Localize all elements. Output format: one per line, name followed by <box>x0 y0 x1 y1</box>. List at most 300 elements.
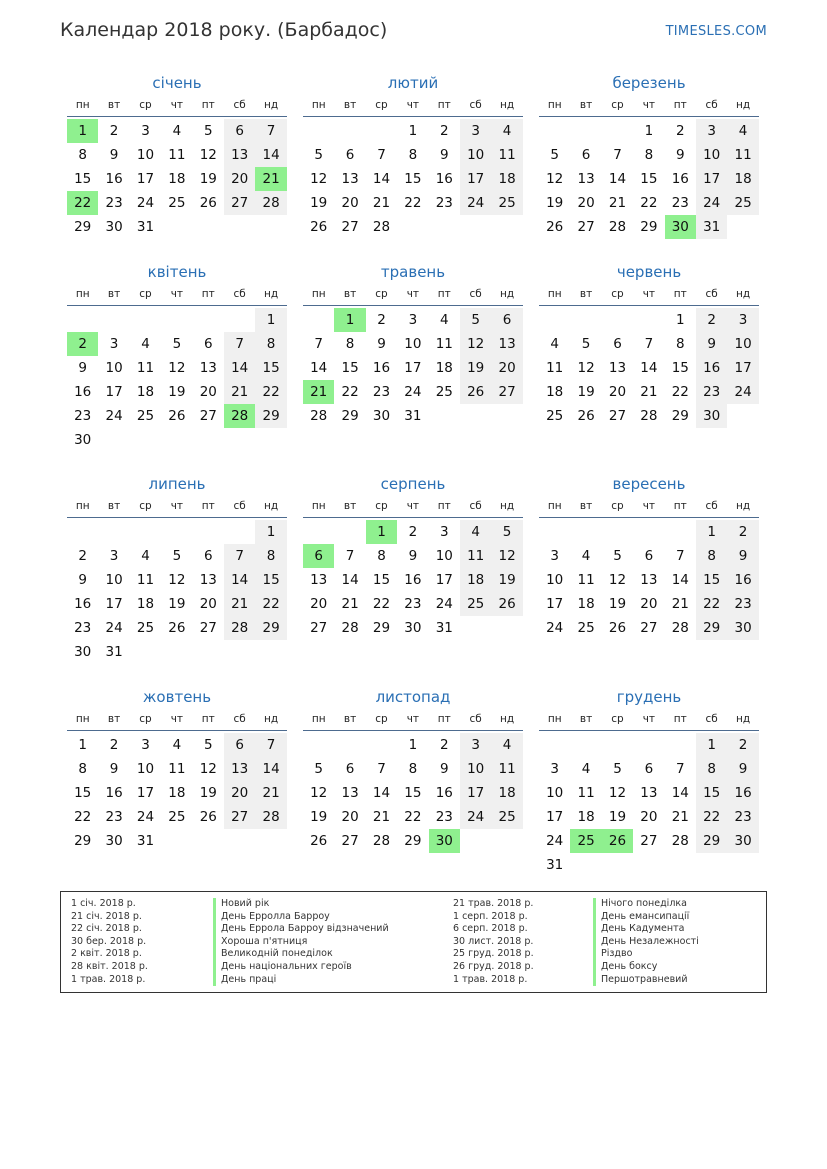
day-cell: 4 <box>727 119 758 143</box>
day-cell: 12 <box>491 544 522 568</box>
day-cell: 13 <box>224 757 255 781</box>
month-name: грудень <box>616 688 682 706</box>
day-cell: 10 <box>136 761 155 777</box>
weekday-label: ср <box>611 713 624 725</box>
day-cell: 14 <box>372 785 391 801</box>
day-cell: 29 <box>696 616 727 640</box>
day-cell: 3 <box>696 119 727 143</box>
day-cell: 23 <box>105 809 123 825</box>
weekday-label: нд <box>263 288 279 300</box>
month-name: лютий <box>387 74 439 92</box>
day-cell: 7 <box>255 119 286 143</box>
day-cell: 21 <box>671 596 689 612</box>
legend-holiday-name: День Еррола Барроу відзначений <box>213 923 389 936</box>
day-cell: 9 <box>727 757 758 781</box>
day-cell: 10 <box>546 572 564 588</box>
day-cell: 1 <box>78 737 87 753</box>
day-cell: 20 <box>224 167 255 191</box>
day-cell: 19 <box>310 809 328 825</box>
day-cell: 25 <box>727 191 758 215</box>
day-cell: 17 <box>460 781 491 805</box>
day-cell: 28 <box>640 408 658 424</box>
holiday-day-cell: 1 <box>67 119 98 143</box>
day-cell: 1 <box>255 520 286 544</box>
day-cell: 2 <box>408 524 418 540</box>
day-cell: 24 <box>460 805 491 829</box>
day-cell: 14 <box>255 757 286 781</box>
weekday-label: сб <box>469 713 482 725</box>
weekday-label: пт <box>437 288 451 300</box>
weekday-label: нд <box>735 713 751 725</box>
day-cell: 15 <box>341 360 359 376</box>
day-cell: 22 <box>372 596 391 612</box>
day-cell: 18 <box>577 809 595 825</box>
day-cell: 24 <box>546 620 564 636</box>
day-cell: 4 <box>581 548 591 564</box>
day-cell: 25 <box>136 620 155 636</box>
weekday-label: пн <box>75 99 90 111</box>
weekday-label: пн <box>547 713 562 725</box>
day-cell: 10 <box>435 548 453 564</box>
day-cell: 28 <box>372 219 391 235</box>
holiday-day-cell: 30 <box>665 215 696 239</box>
day-cell: 1 <box>255 308 286 332</box>
day-cell: 13 <box>640 785 658 801</box>
day-cell: 27 <box>199 620 217 636</box>
weekday-label: сб <box>233 500 246 512</box>
day-cell: 14 <box>372 171 391 187</box>
day-cell: 16 <box>435 785 453 801</box>
day-cell: 9 <box>109 147 119 163</box>
weekday-label: пт <box>673 713 687 725</box>
weekday-label: чт <box>170 288 184 300</box>
weekday-header <box>67 283 287 306</box>
weekday-label: ср <box>139 288 152 300</box>
day-cell: 23 <box>435 809 453 825</box>
day-cell: 18 <box>435 360 453 376</box>
weekday-label: ср <box>611 288 624 300</box>
day-cell: 28 <box>671 620 689 636</box>
day-cell: 8 <box>255 332 286 356</box>
day-cell: 25 <box>491 191 522 215</box>
day-cell: 29 <box>74 833 92 849</box>
day-cell: 6 <box>644 548 654 564</box>
day-cell: 20 <box>224 781 255 805</box>
holiday-day-cell: 26 <box>602 829 633 853</box>
day-cell: 16 <box>74 596 92 612</box>
day-cell: 5 <box>203 123 213 139</box>
day-cell: 16 <box>105 785 123 801</box>
day-grid <box>539 733 759 883</box>
day-cell: 27 <box>341 219 359 235</box>
day-cell: 27 <box>640 620 658 636</box>
day-cell: 6 <box>491 308 522 332</box>
legend-date: 21 січ. 2018 р. <box>71 910 142 922</box>
day-cell: 8 <box>78 147 87 163</box>
day-cell: 24 <box>136 195 155 211</box>
day-cell: 15 <box>640 171 658 187</box>
weekday-label: пт <box>201 500 215 512</box>
day-cell: 11 <box>136 572 155 588</box>
day-cell: 2 <box>78 548 87 564</box>
day-cell: 14 <box>608 171 627 187</box>
day-cell: 4 <box>550 336 559 352</box>
day-cell: 15 <box>404 171 422 187</box>
weekday-label: сб <box>705 713 718 725</box>
day-cell: 3 <box>439 524 449 540</box>
day-cell: 16 <box>404 572 422 588</box>
day-cell: 30 <box>727 616 758 640</box>
day-cell: 1 <box>408 123 418 139</box>
day-cell: 25 <box>577 620 595 636</box>
day-cell: 17 <box>404 360 422 376</box>
day-cell: 4 <box>491 119 522 143</box>
day-cell: 31 <box>435 620 453 636</box>
day-cell: 27 <box>224 191 255 215</box>
day-cell: 14 <box>640 360 658 376</box>
day-cell: 25 <box>460 592 491 616</box>
day-cell: 11 <box>491 757 522 781</box>
month-листопад <box>303 614 523 883</box>
day-cell: 7 <box>255 733 286 757</box>
weekday-label: пн <box>311 288 326 300</box>
day-cell: 19 <box>199 171 217 187</box>
weekday-label: пт <box>437 713 451 725</box>
day-cell: 29 <box>341 408 359 424</box>
day-cell: 31 <box>136 219 155 235</box>
day-cell: 17 <box>460 167 491 191</box>
day-cell: 15 <box>372 572 391 588</box>
weekday-label: пн <box>547 99 562 111</box>
day-cell: 21 <box>372 809 391 825</box>
day-cell: 22 <box>255 592 286 616</box>
legend-holiday-name: День праці <box>213 974 389 987</box>
day-cell: 12 <box>168 572 186 588</box>
day-cell: 26 <box>310 833 328 849</box>
day-cell: 16 <box>372 360 391 376</box>
day-cell: 5 <box>172 548 182 564</box>
legend-holiday-name: День Кадумента <box>593 923 699 936</box>
day-cell: 13 <box>640 572 658 588</box>
day-cell: 14 <box>224 356 255 380</box>
legend-date: 22 січ. 2018 р. <box>71 923 142 935</box>
day-cell: 31 <box>696 215 727 239</box>
day-cell: 7 <box>613 147 622 163</box>
day-cell: 4 <box>172 737 182 753</box>
legend-date: 2 квіт. 2018 р. <box>71 948 142 960</box>
day-cell: 19 <box>460 356 491 380</box>
day-cell: 25 <box>136 408 155 424</box>
day-cell: 21 <box>224 380 255 404</box>
day-cell: 27 <box>640 833 658 849</box>
day-cell: 7 <box>224 332 255 356</box>
legend-holiday-name: Великодній понеділок <box>213 948 389 961</box>
day-cell: 22 <box>696 805 727 829</box>
holiday-legend <box>60 891 767 993</box>
day-cell: 10 <box>105 572 123 588</box>
day-cell: 28 <box>671 833 689 849</box>
day-cell: 17 <box>136 171 155 187</box>
holiday-day-cell: 30 <box>429 829 460 853</box>
legend-date: 26 груд. 2018 р. <box>453 960 534 972</box>
day-cell: 14 <box>671 572 689 588</box>
weekday-label: нд <box>263 713 279 725</box>
day-cell: 24 <box>404 384 422 400</box>
day-cell: 12 <box>199 147 217 163</box>
day-cell: 12 <box>460 332 491 356</box>
site-link[interactable]: TIMESLES.COM <box>665 24 767 39</box>
weekday-label: пт <box>201 99 215 111</box>
day-cell: 2 <box>727 520 758 544</box>
weekday-label: пт <box>201 288 215 300</box>
day-cell: 23 <box>74 408 92 424</box>
day-cell: 13 <box>341 171 359 187</box>
holiday-day-cell: 21 <box>255 167 286 191</box>
day-cell: 16 <box>727 568 758 592</box>
day-cell: 20 <box>640 596 658 612</box>
day-cell: 8 <box>696 757 727 781</box>
weekday-label: нд <box>499 500 515 512</box>
weekday-label: пт <box>437 99 451 111</box>
day-cell: 25 <box>168 809 186 825</box>
day-cell: 19 <box>608 596 627 612</box>
holiday-day-cell: 1 <box>334 308 365 332</box>
day-cell: 3 <box>141 737 150 753</box>
weekday-label: чт <box>170 500 184 512</box>
day-cell: 18 <box>136 596 155 612</box>
day-cell: 26 <box>577 408 595 424</box>
day-cell: 9 <box>439 147 449 163</box>
day-cell: 24 <box>105 408 123 424</box>
weekday-label: ср <box>139 99 152 111</box>
day-cell: 17 <box>105 384 123 400</box>
month-name: вересень <box>612 475 686 493</box>
weekday-label: чт <box>642 713 656 725</box>
day-cell: 27 <box>341 833 359 849</box>
day-cell: 31 <box>546 857 564 873</box>
day-cell: 21 <box>224 592 255 616</box>
day-cell: 20 <box>199 384 217 400</box>
day-cell: 26 <box>310 219 328 235</box>
day-cell: 5 <box>314 761 323 777</box>
weekday-label: вт <box>107 713 121 725</box>
day-cell: 26 <box>608 620 627 636</box>
day-cell: 7 <box>675 761 685 777</box>
day-cell: 31 <box>404 408 422 424</box>
weekday-label: пт <box>673 288 687 300</box>
day-cell: 14 <box>671 785 689 801</box>
day-cell: 13 <box>199 572 217 588</box>
day-cell: 3 <box>460 733 491 757</box>
day-cell: 21 <box>671 809 689 825</box>
day-cell: 19 <box>199 785 217 801</box>
day-cell: 2 <box>439 737 449 753</box>
day-cell: 23 <box>727 592 758 616</box>
day-cell: 25 <box>168 195 186 211</box>
legend-dates-left <box>71 898 148 986</box>
day-cell: 26 <box>460 380 491 404</box>
day-cell: 18 <box>491 167 522 191</box>
day-cell: 6 <box>345 761 355 777</box>
holiday-day-cell: 6 <box>303 544 334 568</box>
weekday-label: нд <box>735 288 751 300</box>
day-cell: 7 <box>345 548 355 564</box>
day-cell: 12 <box>168 360 186 376</box>
weekday-label: пн <box>311 99 326 111</box>
day-cell: 30 <box>105 833 123 849</box>
weekday-header <box>539 708 759 731</box>
day-cell: 17 <box>546 596 564 612</box>
weekday-label: нд <box>735 500 751 512</box>
day-cell: 13 <box>199 360 217 376</box>
day-grid <box>303 733 523 883</box>
day-cell: 30 <box>74 644 92 660</box>
legend-holiday-name: Хороша п'ятниця <box>213 936 389 949</box>
day-cell: 9 <box>675 147 685 163</box>
weekday-label: сб <box>705 500 718 512</box>
weekday-label: вт <box>579 99 593 111</box>
day-cell: 2 <box>109 123 119 139</box>
day-cell: 20 <box>341 195 359 211</box>
day-cell: 28 <box>608 219 627 235</box>
day-cell: 9 <box>377 336 386 352</box>
day-cell: 6 <box>224 119 255 143</box>
day-cell: 23 <box>404 596 422 612</box>
day-cell: 26 <box>491 592 522 616</box>
weekday-label: вт <box>343 713 357 725</box>
day-cell: 28 <box>255 805 286 829</box>
weekday-label: ср <box>611 99 624 111</box>
day-cell: 29 <box>372 620 391 636</box>
day-cell: 9 <box>696 332 727 356</box>
legend-date: 25 груд. 2018 р. <box>453 948 534 960</box>
legend-dates-right <box>453 898 534 986</box>
weekday-label: вт <box>107 500 121 512</box>
day-cell: 30 <box>404 620 422 636</box>
day-cell: 24 <box>435 596 453 612</box>
day-cell: 25 <box>491 805 522 829</box>
day-cell: 15 <box>74 785 92 801</box>
day-cell: 12 <box>577 360 595 376</box>
day-cell: 30 <box>696 404 727 428</box>
weekday-label: нд <box>735 99 751 111</box>
month-name: травень <box>380 263 446 281</box>
day-cell: 15 <box>696 781 727 805</box>
day-cell: 16 <box>671 171 689 187</box>
day-cell: 18 <box>168 785 186 801</box>
legend-holiday-name: Нічого понеділка <box>593 898 699 911</box>
day-cell: 29 <box>255 404 286 428</box>
weekday-label: ср <box>375 500 388 512</box>
month-name: серпень <box>380 475 446 493</box>
day-cell: 13 <box>310 572 328 588</box>
day-cell: 27 <box>577 219 595 235</box>
weekday-header <box>303 495 523 518</box>
day-cell: 19 <box>310 195 328 211</box>
day-cell: 11 <box>727 143 758 167</box>
day-cell: 19 <box>491 568 522 592</box>
day-cell: 17 <box>696 167 727 191</box>
legend-date: 30 лист. 2018 р. <box>453 935 534 947</box>
day-cell: 6 <box>581 147 591 163</box>
day-cell: 11 <box>491 143 522 167</box>
weekday-header <box>539 495 759 518</box>
day-cell: 11 <box>136 360 155 376</box>
day-cell: 25 <box>546 408 564 424</box>
day-cell: 15 <box>255 356 286 380</box>
day-cell: 3 <box>109 548 119 564</box>
day-cell: 4 <box>581 761 591 777</box>
day-cell: 20 <box>608 384 627 400</box>
holiday-day-cell: 1 <box>366 520 397 544</box>
day-cell: 27 <box>491 380 522 404</box>
day-cell: 8 <box>345 336 355 352</box>
month-name: жовтень <box>142 688 212 706</box>
weekday-label: пн <box>75 500 90 512</box>
legend-date: 1 трав. 2018 р. <box>453 973 528 985</box>
day-cell: 9 <box>78 572 87 588</box>
day-cell: 18 <box>546 384 564 400</box>
legend-holiday-name: День боксу <box>593 961 699 974</box>
day-cell: 14 <box>341 572 359 588</box>
day-cell: 15 <box>671 360 689 376</box>
holiday-day-cell: 2 <box>67 332 98 356</box>
day-cell: 7 <box>314 336 323 352</box>
day-cell: 24 <box>460 191 491 215</box>
day-cell: 21 <box>608 195 627 211</box>
day-cell: 8 <box>255 544 286 568</box>
month-name: листопад <box>375 688 451 706</box>
weekday-label: ср <box>139 500 152 512</box>
day-cell: 2 <box>675 123 685 139</box>
day-cell: 3 <box>109 336 119 352</box>
day-cell: 5 <box>613 548 622 564</box>
legend-names-left <box>213 898 389 986</box>
day-cell: 22 <box>640 195 658 211</box>
holiday-day-cell: 21 <box>303 380 334 404</box>
day-cell: 9 <box>109 761 119 777</box>
day-cell: 28 <box>341 620 359 636</box>
legend-date: 30 бер. 2018 р. <box>71 935 147 947</box>
day-cell: 18 <box>491 781 522 805</box>
day-cell: 1 <box>675 312 685 328</box>
holiday-day-cell: 28 <box>224 404 255 428</box>
day-cell: 26 <box>199 195 217 211</box>
day-cell: 15 <box>74 171 92 187</box>
day-cell: 5 <box>491 520 522 544</box>
weekday-label: чт <box>642 99 656 111</box>
day-cell: 1 <box>644 123 654 139</box>
legend-date: 1 серп. 2018 р. <box>453 910 528 922</box>
day-cell: 21 <box>341 596 359 612</box>
legend-date: 1 трав. 2018 р. <box>71 973 146 985</box>
weekday-header <box>303 283 523 306</box>
weekday-label: пт <box>201 713 215 725</box>
legend-date: 21 трав. 2018 р. <box>453 898 534 909</box>
day-cell: 7 <box>224 544 255 568</box>
day-cell: 29 <box>255 616 286 640</box>
day-cell: 5 <box>460 308 491 332</box>
day-cell: 4 <box>141 548 150 564</box>
weekday-label: вт <box>343 500 357 512</box>
weekday-label: чт <box>170 99 184 111</box>
day-cell: 7 <box>377 147 386 163</box>
day-cell: 18 <box>136 384 155 400</box>
page-title: Календар 2018 року. (Барбадос) <box>60 19 388 41</box>
weekday-label: сб <box>705 99 718 111</box>
weekday-label: чт <box>406 500 420 512</box>
day-cell: 10 <box>136 147 155 163</box>
